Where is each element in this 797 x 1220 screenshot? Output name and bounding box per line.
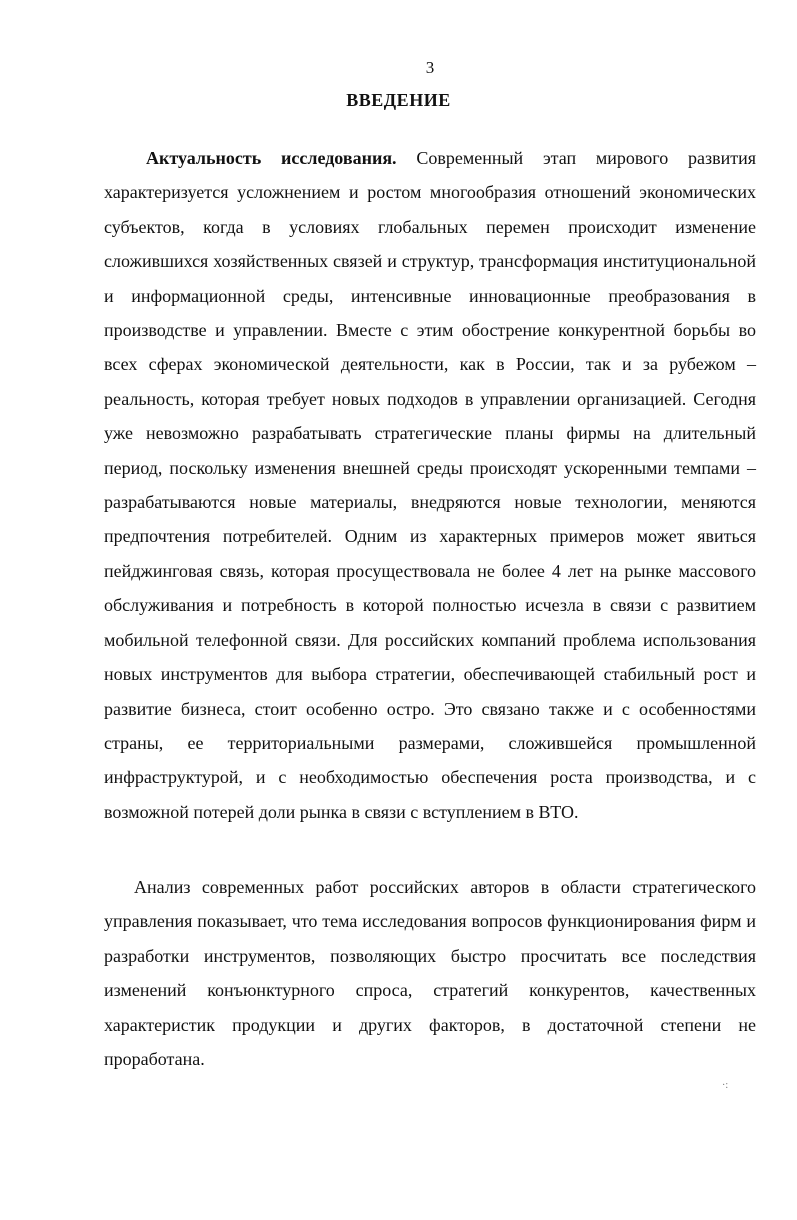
- page-number: 3: [425, 58, 435, 77]
- paragraph-relevance: [104, 141, 756, 829]
- paragraph-analysis: Анализ современных работ российских авторов в области стратегического управления показывает, что тема исследования вопросов функционирования фирм и разработки инструментов, позволяющих быстро просчитать все последствия изменений конъюнктурного спроса, стратегий конкурентов, качественных характеристик продукции и других факторов, в достаточной степени не проработана.: [104, 877, 756, 1070]
- paragraph-lead: Актуальность исследования.: [146, 148, 397, 168]
- scan-speck: ·:: [722, 1080, 729, 1091]
- section-heading: ВВЕДЕНИЕ: [346, 90, 451, 110]
- paragraph-body: Современный этап мирового развития характеризуется усложнением и ростом многообразия отношений экономических субъектов, когда в условиях глобальных перемен происходит изменение сложившихся хозяйственных связей и структур, трансформация институциональной и информационной среды, интенсивные инновационные преобразования в производстве и управлении. Вместе с этим обострение конкурентной борьбы во всех сферах экономической деятельности, как в России, так и за рубежом – реальность, которая требует новых подходов в управлении организацией. Сегодня уже невозможно разрабатывать стратегические планы фирмы на длительный период, поскольку изменения внешней среды происходят ускоренными темпами – разрабатываются новые материалы, внедряются новые технологии, меняются предпочтения потребителей. Одним из характерных примеров может явиться пейджинговая связь, которая просуществовала не более 4 лет на рынке массового обслуживания и потребность в которой полностью исчезла в связи с развитием мобильной телефонной связи. Для российских компаний проблема использования новых инструментов для выбора стратегии, обеспечивающей стабильный рост и развитие бизнеса, стоит особенно остро. Это связано также и с особенностями страны, ее территориальными размерами, сложившейся промышленной инфраструктурой, и с необходимостью обеспечения роста производства, и с возможной потерей доли рынка в связи с вступлением в ВТО.: [104, 148, 757, 822]
